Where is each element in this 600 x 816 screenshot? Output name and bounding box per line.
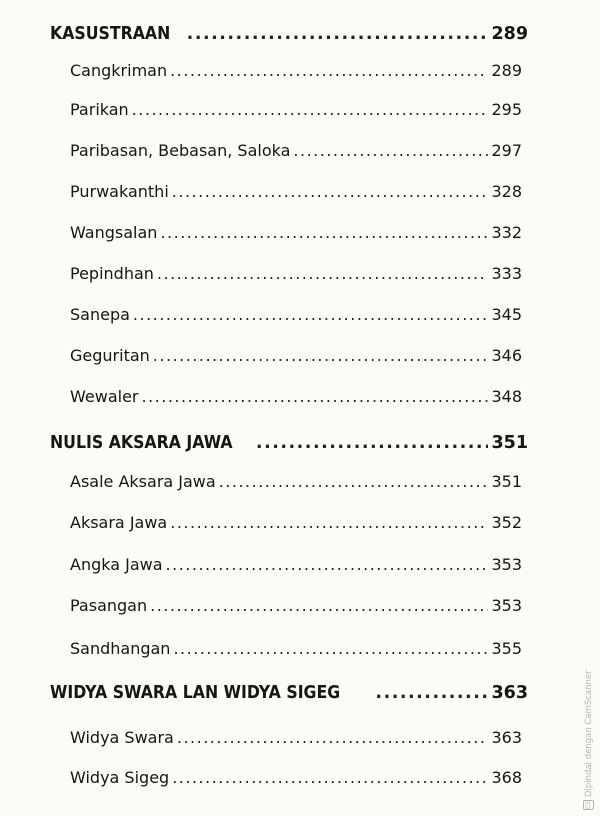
dot-leader (172, 182, 489, 201)
toc-entry (70, 639, 522, 658)
chapter-title: WIDYA SWARA LAN WIDYA SIGEG (50, 683, 341, 703)
entry-title: Sanepa (70, 305, 130, 324)
chapter-page: 351 (491, 433, 528, 453)
entry-page: 353 (491, 555, 522, 574)
entry-title: Purwakanthi (70, 182, 169, 201)
entry-page: 345 (491, 305, 522, 324)
dot-leader (293, 141, 488, 160)
entry-title: Wewaler (70, 387, 139, 406)
entry-page: 346 (491, 346, 522, 365)
entry-title: Pepindhan (70, 264, 154, 283)
entry-page: 351 (491, 472, 522, 491)
toc-entry (70, 596, 522, 615)
entry-title: Sandhangan (70, 639, 171, 658)
dot-leader (173, 639, 488, 658)
entry-page: 353 (491, 596, 522, 615)
toc-chapter-widya-swara-lan-widya-sigeg (50, 683, 528, 703)
dot-leader (157, 264, 489, 283)
toc-entry (70, 555, 522, 574)
dot-leader (256, 433, 489, 453)
chapter-title: KASUSTRAAN (50, 24, 171, 44)
dot-leader (170, 513, 488, 532)
dot-leader (150, 596, 488, 615)
watermark-text: Dipindai dengan CamScanner (583, 670, 594, 797)
dot-leader (160, 223, 488, 242)
dot-leader (132, 100, 489, 119)
chapter-title: NULIS AKSARA JAWA (50, 433, 233, 453)
chapter-page: 363 (491, 683, 528, 703)
entry-page: 333 (491, 264, 522, 283)
entry-title: Aksara Jawa (70, 513, 168, 532)
toc-entry (70, 768, 522, 787)
entry-title: Angka Jawa (70, 555, 163, 574)
toc-chapter-kasustraan (50, 24, 528, 44)
camscanner-logo-icon: CS (585, 801, 592, 809)
entry-page: 289 (491, 61, 522, 80)
dot-leader (166, 555, 489, 574)
entry-title: Widya Swara (70, 728, 174, 747)
entry-title: Wangsalan (70, 223, 158, 242)
toc-entry (70, 728, 522, 747)
entry-title: Parikan (70, 100, 129, 119)
dot-leader (141, 387, 488, 406)
toc-entry (70, 513, 522, 532)
toc-entry (70, 61, 522, 80)
toc-entry (70, 305, 522, 324)
dot-leader (177, 728, 489, 747)
dot-leader (219, 472, 489, 491)
toc-entry (70, 387, 522, 406)
toc-chapter-nulis-aksara-jawa (50, 433, 528, 453)
dot-leader (172, 768, 488, 787)
dot-leader (153, 346, 489, 365)
entry-page: 332 (491, 223, 522, 242)
entry-title: Cangkriman (70, 61, 168, 80)
toc-entry (70, 182, 522, 201)
entry-page: 348 (491, 387, 522, 406)
entry-title: Pasangan (70, 596, 148, 615)
entry-page: 363 (491, 728, 522, 747)
dot-leader (187, 24, 489, 44)
toc-entry (70, 141, 522, 160)
entry-page: 328 (491, 182, 522, 201)
entry-page: 368 (491, 768, 522, 787)
entry-title: Geguritan (70, 346, 150, 365)
entry-page: 297 (491, 141, 522, 160)
entry-title: Asale Aksara Jawa (70, 472, 216, 491)
dot-leader (375, 683, 488, 703)
toc-entry (70, 346, 522, 365)
toc-entry (70, 472, 522, 491)
dot-leader (170, 61, 488, 80)
entry-page: 352 (491, 513, 522, 532)
dot-leader (133, 305, 489, 324)
chapter-page: 289 (491, 24, 528, 44)
toc-entry (70, 264, 522, 283)
entry-page: 295 (491, 100, 522, 119)
entry-page: 355 (491, 639, 522, 658)
entry-title: Widya Sigeg (70, 768, 170, 787)
toc-entry (70, 223, 522, 242)
entry-title: Paribasan, Bebasan, Saloka (70, 141, 291, 160)
toc-entry (70, 100, 522, 119)
